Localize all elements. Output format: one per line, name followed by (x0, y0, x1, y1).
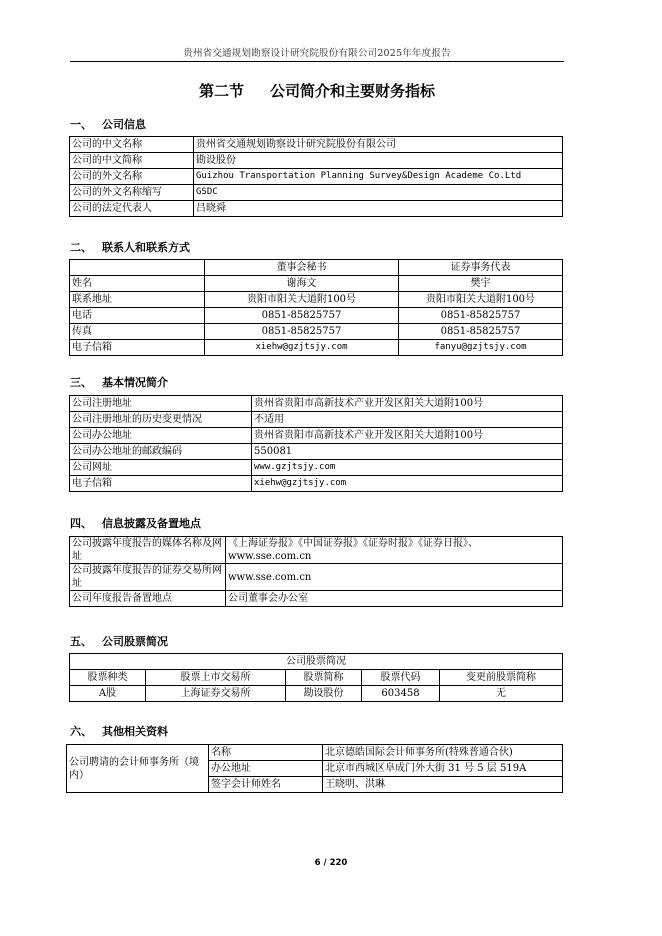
heading-contacts: 二、 联系人和联系方式 (70, 241, 190, 254)
table-row: 股票种类 股票上市交易所 股票简称 股票代码 变更前股票简称 (70, 670, 563, 686)
report-header: 贵州省交通规划勘察设计研究院股份有限公司2025年年度报告 (183, 48, 451, 59)
basic-info-table (69, 395, 563, 492)
heading-company-info: 一、 公司信息 (70, 118, 146, 131)
heading-basic-info: 三、 基本情况简介 (70, 376, 168, 389)
table-row: 签字会计师姓名 王晓明、洪琳 (67, 777, 563, 793)
section-title (70, 80, 564, 101)
company-info-table (69, 136, 563, 217)
table-row: 公司办公地址 贵州省贵阳市高新技术产业开发区阳关大道附100号 (70, 428, 563, 444)
heading-stock: 五、 公司股票简况 (70, 635, 168, 648)
stock-table (69, 653, 563, 702)
table-row: 公司的法定代表人 吕晓舜 (70, 201, 563, 217)
table-row: 公司的中文简称 勘设股份 (70, 153, 563, 169)
table-row: 公司披露年度报告的证券交易所网址 www.sse.com.cn (70, 564, 563, 591)
table-row: 公司年度报告备置地点 公司董事会办公室 (70, 591, 563, 607)
table-row: 传真 0851-85825757 0851-85825757 (70, 324, 563, 340)
table-row: 办公地址 北京市西城区阜成门外大街 31 号 5 层 519A (67, 761, 563, 777)
table-row: 公司的中文名称 贵州省交通规划勘察设计研究院股份有限公司 (70, 137, 563, 153)
table-row: 电话 0851-85825757 0851-85825757 (70, 308, 563, 324)
table-row: 公司注册地址的历史变更情况 不适用 (70, 412, 563, 428)
table-row: A股 上海证券交易所 勘设股份 603458 无 (70, 686, 563, 702)
disclosure-table (69, 536, 563, 607)
table-row: 公司注册地址 贵州省贵阳市高新技术产业开发区阳关大道附100号 (70, 396, 563, 412)
table-row: 公司的外文名称 Guizhou Transportation Planning Survey&Design Academe Co.Ltd (70, 169, 563, 185)
other-info-table (66, 744, 563, 793)
table-row: 公司办公地址的邮政编码 550081 (70, 444, 563, 460)
header-rule (70, 61, 564, 62)
section-number: 第二节 (198, 82, 244, 100)
table-row: 联系地址 贵阳市阳关大道附100号 贵阳市阳关大道附100号 (70, 292, 563, 308)
table-row: 公司股票简况 (70, 654, 563, 670)
table-row: 姓名 谢海文 樊宇 (70, 276, 563, 292)
table-row: 电子信箱 xiehw@gzjtsjy.com (70, 476, 563, 492)
heading-disclosure: 四、 信息披露及备置地点 (70, 517, 201, 530)
section-name: 公司简介和主要财务指标 (270, 82, 436, 100)
table-row: 电子信箱 xiehw@gzjtsjy.com fanyu@gzjtsjy.com (70, 340, 563, 356)
heading-other: 六、 其他相关资料 (70, 725, 168, 738)
table-row: 公司聘请的会计师事务所（境内） 名称 北京德皓国际会计师事务所(特殊普通合伙) (67, 745, 563, 761)
table-row: 公司的外文名称缩写 GSDC (70, 185, 563, 201)
table-row: 公司网址 www.gzjtsjy.com (70, 460, 563, 476)
contacts-table (69, 259, 563, 356)
page-number: 6 / 220 (314, 858, 348, 868)
table-row: 公司披露年度报告的媒体名称及网址 《上海证券报》《中国证券报》《证券时报》《证券日报》、www.sse.com.cn (70, 537, 563, 564)
table-row: 董事会秘书 证券事务代表 (70, 260, 563, 276)
